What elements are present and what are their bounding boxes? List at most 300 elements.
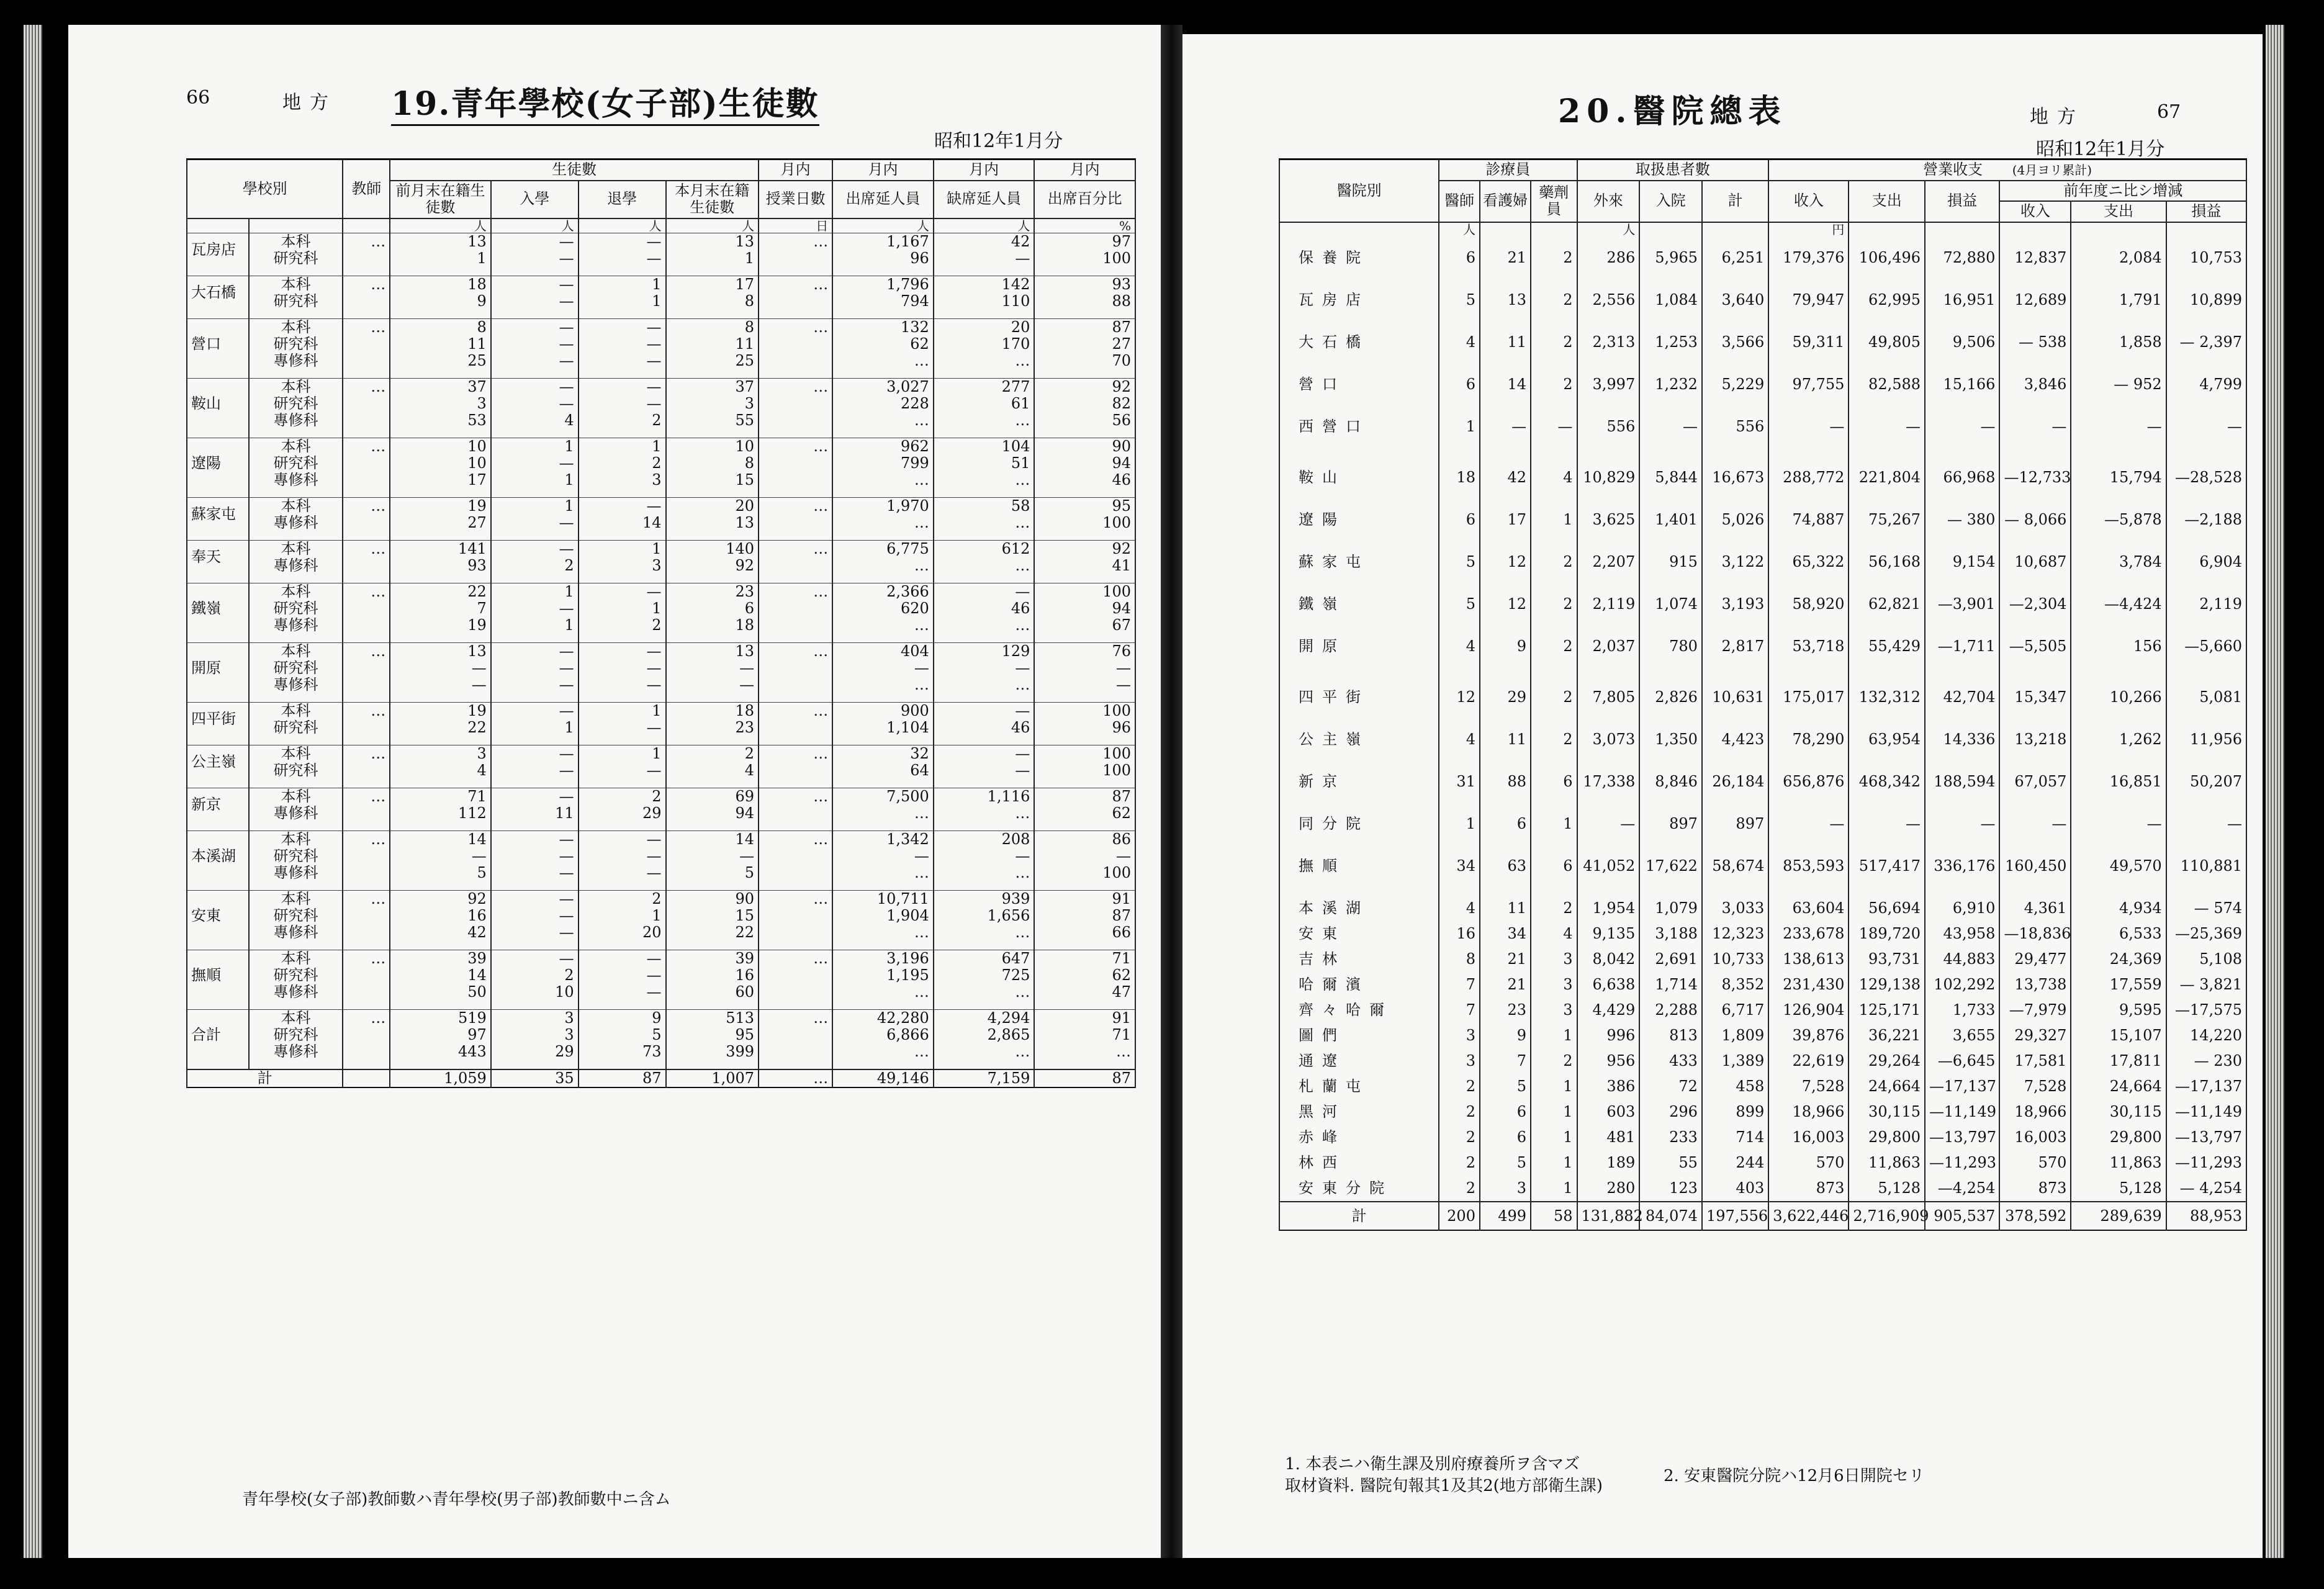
cell-admit: 1 bbox=[491, 472, 579, 488]
spacer-cell bbox=[832, 310, 934, 319]
cell-income: 79,947 bbox=[1768, 279, 1849, 321]
hospital-name: 圖們 bbox=[1279, 1023, 1439, 1048]
cell-in: 2,826 bbox=[1639, 676, 1702, 718]
spacer-cell bbox=[832, 822, 934, 831]
cell-cp: 4,799 bbox=[2166, 363, 2246, 405]
spacer-cell bbox=[934, 881, 1035, 891]
cell-prev: 13 bbox=[390, 233, 491, 250]
cell-days bbox=[759, 677, 832, 693]
spacer-cell bbox=[187, 531, 249, 541]
cell-pharm: 3 bbox=[1531, 947, 1577, 972]
course-type: 本科 bbox=[249, 438, 343, 455]
spacer-cell bbox=[759, 822, 832, 831]
spacer-cell bbox=[249, 941, 343, 950]
table-row bbox=[1279, 845, 2246, 887]
unit-cell bbox=[2166, 222, 2246, 236]
cell-expense: 189,720 bbox=[1849, 921, 1925, 947]
spacer-cell bbox=[832, 267, 934, 276]
cell-attend: … bbox=[832, 557, 934, 574]
course-type: 研究科 bbox=[249, 1027, 343, 1043]
unit-cell: 人 bbox=[579, 218, 666, 233]
cell-curr: 513 bbox=[666, 1009, 759, 1027]
header-staff: 診療員 bbox=[1439, 160, 1577, 181]
header-sum: 計 bbox=[1702, 181, 1768, 222]
cell-doctor: 6 bbox=[1439, 363, 1480, 405]
header-expense: 支出 bbox=[1849, 181, 1925, 222]
cell-ci: — 538 bbox=[1999, 321, 2071, 363]
cell-ci: 15,347 bbox=[1999, 676, 2071, 718]
spacer-cell bbox=[759, 779, 832, 788]
cell-teachers bbox=[343, 557, 390, 574]
cell-income: — bbox=[1768, 803, 1849, 845]
header-hospital: 醫院別 bbox=[1279, 160, 1439, 222]
cell-absent: 725 bbox=[934, 967, 1035, 984]
cell-income: 853,593 bbox=[1768, 845, 1849, 887]
cell-attend: — bbox=[832, 848, 934, 865]
cell-ci: 873 bbox=[1999, 1176, 2071, 1202]
table-row bbox=[187, 1043, 1135, 1060]
cell-sum: 16,673 bbox=[1702, 456, 1768, 498]
course-type: 專修科 bbox=[249, 515, 343, 531]
unit-cell bbox=[1279, 222, 1439, 236]
date-label: 昭和12年1月分 bbox=[2036, 138, 2165, 160]
cell-ci: 17,581 bbox=[1999, 1048, 2071, 1074]
cell-rate: 94 bbox=[1034, 455, 1135, 472]
cell-admit: 1 bbox=[491, 438, 579, 455]
cell-admit: — bbox=[491, 395, 579, 412]
cell-absent: — bbox=[934, 583, 1035, 600]
page-number: 66 bbox=[186, 87, 210, 109]
cell-days bbox=[759, 600, 832, 617]
spacer-cell bbox=[666, 369, 759, 379]
cell-rate: — bbox=[1034, 677, 1135, 693]
spacer-cell bbox=[343, 267, 390, 276]
cell-days bbox=[759, 762, 832, 779]
cell-attend: 900 bbox=[832, 702, 934, 719]
cell-attend: … bbox=[832, 617, 934, 634]
spacer-cell bbox=[934, 779, 1035, 788]
cell-admit: — bbox=[491, 865, 579, 881]
unit-cell: 人 bbox=[832, 218, 934, 233]
header-school: 學校別 bbox=[187, 160, 343, 218]
cell-out: 17,338 bbox=[1577, 760, 1640, 803]
spacer-cell bbox=[1034, 634, 1135, 643]
cell-rate: 87 bbox=[1034, 907, 1135, 924]
spacer-cell bbox=[759, 574, 832, 583]
table-row bbox=[1279, 625, 2246, 667]
cell-teachers: … bbox=[343, 318, 390, 336]
cell-withdraw: 2 bbox=[579, 455, 666, 472]
cell-curr: 10 bbox=[666, 438, 759, 455]
course-type: 研究科 bbox=[249, 907, 343, 924]
spacer-cell bbox=[1531, 667, 1577, 676]
cell-teachers bbox=[343, 984, 390, 1001]
cell-absent: … bbox=[934, 412, 1035, 429]
cell-attend: 620 bbox=[832, 600, 934, 617]
cell-cp: 10,753 bbox=[2166, 236, 2246, 279]
cell-teachers: … bbox=[343, 642, 390, 660]
table-row bbox=[1279, 541, 2246, 583]
table-row bbox=[187, 924, 1135, 941]
cell-doctor: 1 bbox=[1439, 803, 1480, 845]
spacer-cell bbox=[1702, 667, 1768, 676]
spacer-cell bbox=[1034, 429, 1135, 438]
cell-teachers: … bbox=[343, 540, 390, 557]
cell-income: 78,290 bbox=[1768, 718, 1849, 760]
cell-attend: … bbox=[832, 515, 934, 531]
header-nurse: 看護婦 bbox=[1480, 181, 1531, 222]
total-prev: 1,059 bbox=[390, 1069, 491, 1087]
spacer-cell bbox=[187, 822, 249, 831]
cell-expense: 5,128 bbox=[1849, 1176, 1925, 1202]
cell-doctor: 4 bbox=[1439, 321, 1480, 363]
cell-expense: 82,588 bbox=[1849, 363, 1925, 405]
total-out: 131,882 bbox=[1577, 1202, 1640, 1230]
cell-cp: 11,956 bbox=[2166, 718, 2246, 760]
cell-teachers bbox=[343, 250, 390, 267]
cell-sum: 556 bbox=[1702, 405, 1768, 448]
table-row bbox=[1279, 997, 2246, 1023]
cell-ce: 16,851 bbox=[2071, 760, 2166, 803]
cell-absent: 42 bbox=[934, 233, 1035, 250]
cell-pharm: 1 bbox=[1531, 1150, 1577, 1176]
cell-ci: 13,218 bbox=[1999, 718, 2071, 760]
cell-teachers: … bbox=[343, 583, 390, 600]
cell-profit: 43,958 bbox=[1925, 921, 1999, 947]
header-monthly: 月内 bbox=[1034, 160, 1135, 181]
cell-expense: 93,731 bbox=[1849, 947, 1925, 972]
spacer-cell bbox=[1480, 887, 1531, 896]
spacer-cell bbox=[934, 693, 1035, 703]
cell-prev: 19 bbox=[390, 497, 491, 515]
spacer-cell bbox=[1034, 488, 1135, 498]
cell-curr: 3 bbox=[666, 395, 759, 412]
cell-doctor: 6 bbox=[1439, 498, 1480, 541]
header-outpatient: 外來 bbox=[1577, 181, 1640, 222]
cell-doctor: 2 bbox=[1439, 1150, 1480, 1176]
spacer-row bbox=[187, 267, 1135, 276]
cell-admit: — bbox=[491, 890, 579, 907]
spacer-cell bbox=[1999, 448, 2071, 456]
cell-out: 6,638 bbox=[1577, 972, 1640, 997]
cell-teachers: … bbox=[343, 233, 390, 250]
spacer-cell bbox=[934, 267, 1035, 276]
cell-profit: — bbox=[1925, 405, 1999, 448]
cell-ce: 5,128 bbox=[2071, 1176, 2166, 1202]
cell-days: … bbox=[759, 318, 832, 336]
cell-ce: 1,791 bbox=[2071, 279, 2166, 321]
cell-prev: 3 bbox=[390, 745, 491, 762]
course-type: 專修科 bbox=[249, 805, 343, 822]
cell-prev: 27 bbox=[390, 515, 491, 531]
cell-nurse: 6 bbox=[1480, 1125, 1531, 1150]
cell-prev: — bbox=[390, 848, 491, 865]
cell-attend: 3,027 bbox=[832, 378, 934, 395]
cell-expense: 29,800 bbox=[1849, 1125, 1925, 1150]
table-row bbox=[1279, 1074, 2246, 1099]
right-page bbox=[1182, 34, 2263, 1558]
spacer-cell bbox=[759, 881, 832, 891]
cell-absent: — bbox=[934, 660, 1035, 677]
cell-in: 55 bbox=[1639, 1150, 1702, 1176]
spacer-cell bbox=[1925, 887, 1999, 896]
cell-profit: 15,166 bbox=[1925, 363, 1999, 405]
spacer-cell bbox=[187, 267, 249, 276]
cell-curr: 8 bbox=[666, 318, 759, 336]
cell-teachers bbox=[343, 600, 390, 617]
spacer-cell bbox=[1702, 448, 1768, 456]
spacer-cell bbox=[1577, 667, 1640, 676]
cell-nurse: 6 bbox=[1480, 1099, 1531, 1125]
cell-admit: — bbox=[491, 455, 579, 472]
spacer-cell bbox=[249, 822, 343, 831]
spacer-cell bbox=[832, 429, 934, 438]
spacer-cell bbox=[666, 736, 759, 745]
spacer-cell bbox=[832, 1060, 934, 1069]
cell-admit: 10 bbox=[491, 984, 579, 1001]
spacer-cell bbox=[1768, 448, 1849, 456]
cell-teachers: … bbox=[343, 788, 390, 805]
cell-days bbox=[759, 412, 832, 429]
header-attend-rate: 出席百分比 bbox=[1034, 181, 1135, 218]
cell-profit: — bbox=[1925, 803, 1999, 845]
cell-ce: 30,115 bbox=[2071, 1099, 2166, 1125]
cell-withdraw: — bbox=[579, 395, 666, 412]
cell-prev: 19 bbox=[390, 702, 491, 719]
spacer-cell bbox=[1439, 448, 1480, 456]
cell-attend: 2,366 bbox=[832, 583, 934, 600]
cell-rate: 100 bbox=[1034, 702, 1135, 719]
spacer-cell bbox=[390, 1060, 491, 1069]
cell-ci: 16,003 bbox=[1999, 1125, 2071, 1150]
cell-days bbox=[759, 455, 832, 472]
cell-rate: 62 bbox=[1034, 967, 1135, 984]
cell-days: … bbox=[759, 831, 832, 848]
table-row bbox=[187, 865, 1135, 881]
cell-ce: 11,863 bbox=[2071, 1150, 2166, 1176]
cell-withdraw: — bbox=[579, 642, 666, 660]
cell-attend: 228 bbox=[832, 395, 934, 412]
cell-teachers bbox=[343, 455, 390, 472]
cell-rate: 97 bbox=[1034, 233, 1135, 250]
table-row bbox=[187, 600, 1135, 617]
cell-withdraw: 29 bbox=[579, 805, 666, 822]
course-type: 研究科 bbox=[249, 967, 343, 984]
cell-attend: 1,904 bbox=[832, 907, 934, 924]
cell-prev: — bbox=[390, 660, 491, 677]
cell-nurse: 21 bbox=[1480, 972, 1531, 997]
cell-teachers bbox=[343, 660, 390, 677]
cell-absent: 612 bbox=[934, 540, 1035, 557]
cell-doctor: 6 bbox=[1439, 236, 1480, 279]
cell-expense: — bbox=[1849, 405, 1925, 448]
cell-in: 1,714 bbox=[1639, 972, 1702, 997]
course-type: 專修科 bbox=[249, 677, 343, 693]
cell-absent: 20 bbox=[934, 318, 1035, 336]
cell-teachers: … bbox=[343, 438, 390, 455]
cell-ci: — bbox=[1999, 405, 2071, 448]
cell-expense: 11,863 bbox=[1849, 1150, 1925, 1176]
cell-profit: 44,883 bbox=[1925, 947, 1999, 972]
cell-sum: 5,026 bbox=[1702, 498, 1768, 541]
spacer-cell bbox=[390, 429, 491, 438]
cell-rate: 95 bbox=[1034, 497, 1135, 515]
spacer-cell bbox=[1034, 267, 1135, 276]
cell-curr: 18 bbox=[666, 702, 759, 719]
spacer-cell bbox=[491, 531, 579, 541]
cell-rate: 56 bbox=[1034, 412, 1135, 429]
cell-nurse: 6 bbox=[1480, 803, 1531, 845]
cell-profit: 9,506 bbox=[1925, 321, 1999, 363]
hospital-name: 西營口 bbox=[1279, 405, 1439, 448]
spacer-cell bbox=[187, 1060, 249, 1069]
spacer-cell bbox=[491, 1060, 579, 1069]
cell-absent: … bbox=[934, 677, 1035, 693]
spacer-cell bbox=[491, 310, 579, 319]
spacer-row bbox=[187, 736, 1135, 745]
cell-curr: 60 bbox=[666, 984, 759, 1001]
cell-absent: 1,656 bbox=[934, 907, 1035, 924]
cell-teachers bbox=[343, 762, 390, 779]
cell-admit: — bbox=[491, 293, 579, 310]
cell-rate: 71 bbox=[1034, 950, 1135, 967]
cell-sum: 5,229 bbox=[1702, 363, 1768, 405]
cell-attend: … bbox=[832, 1043, 934, 1060]
cell-sum: 10,631 bbox=[1702, 676, 1768, 718]
course-type: 研究科 bbox=[249, 762, 343, 779]
cell-teachers bbox=[343, 1043, 390, 1060]
spacer-cell bbox=[1849, 448, 1925, 456]
cell-sum: 4,423 bbox=[1702, 718, 1768, 760]
course-type: 本科 bbox=[249, 1009, 343, 1027]
cell-income: 570 bbox=[1768, 1150, 1849, 1176]
header-pharm: 藥劑員 bbox=[1531, 181, 1577, 222]
cell-ce: 15,794 bbox=[2071, 456, 2166, 498]
spacer-cell bbox=[187, 488, 249, 498]
spacer-cell bbox=[579, 1001, 666, 1010]
cell-cp: — 574 bbox=[2166, 896, 2246, 921]
school-name: 營口 bbox=[187, 318, 249, 369]
cell-withdraw: — bbox=[579, 378, 666, 395]
unit-cell: 人 bbox=[666, 218, 759, 233]
cell-prev: 39 bbox=[390, 950, 491, 967]
cell-cp: —17,575 bbox=[2166, 997, 2246, 1023]
cell-ci: — bbox=[1999, 803, 2071, 845]
cell-admit: — bbox=[491, 907, 579, 924]
cell-rate: 46 bbox=[1034, 472, 1135, 488]
spacer-cell bbox=[249, 881, 343, 891]
cell-attend: 42,280 bbox=[832, 1009, 934, 1027]
cell-attend: 62 bbox=[832, 336, 934, 353]
spacer-cell bbox=[934, 941, 1035, 950]
cell-ce: 2,084 bbox=[2071, 236, 2166, 279]
cell-sum: 10,733 bbox=[1702, 947, 1768, 972]
spacer-cell bbox=[934, 531, 1035, 541]
spacer-cell bbox=[759, 267, 832, 276]
cell-admit: — bbox=[491, 600, 579, 617]
cell-profit: 9,154 bbox=[1925, 541, 1999, 583]
spacer-cell bbox=[832, 779, 934, 788]
course-type: 本科 bbox=[249, 890, 343, 907]
spacer-row bbox=[187, 429, 1135, 438]
cell-days: … bbox=[759, 890, 832, 907]
spacer-cell bbox=[832, 488, 934, 498]
cell-attend: … bbox=[832, 412, 934, 429]
cell-teachers: … bbox=[343, 378, 390, 395]
cell-pharm: — bbox=[1531, 405, 1577, 448]
cell-absent: 142 bbox=[934, 276, 1035, 293]
course-type: 專修科 bbox=[249, 617, 343, 634]
cell-ce: 6,533 bbox=[2071, 921, 2166, 947]
cell-in: 1,253 bbox=[1639, 321, 1702, 363]
cell-days bbox=[759, 293, 832, 310]
cell-pharm: 2 bbox=[1531, 541, 1577, 583]
spacer-cell bbox=[579, 488, 666, 498]
spacer-cell bbox=[187, 429, 249, 438]
cell-rate: 100 bbox=[1034, 583, 1135, 600]
cell-attend: 10,711 bbox=[832, 890, 934, 907]
cell-curr: 23 bbox=[666, 583, 759, 600]
cell-teachers bbox=[343, 472, 390, 488]
spacer-cell bbox=[1702, 887, 1768, 896]
cell-nurse: 5 bbox=[1480, 1150, 1531, 1176]
spacer-cell bbox=[666, 693, 759, 703]
cell-income: 18,966 bbox=[1768, 1099, 1849, 1125]
cell-sum: 1,389 bbox=[1702, 1048, 1768, 1074]
cell-withdraw: — bbox=[579, 848, 666, 865]
table-row bbox=[187, 1027, 1135, 1043]
spacer-cell bbox=[579, 574, 666, 583]
hospital-name: 新京 bbox=[1279, 760, 1439, 803]
cell-rate: 92 bbox=[1034, 540, 1135, 557]
total-withdraw: 87 bbox=[579, 1069, 666, 1087]
cell-curr: 17 bbox=[666, 276, 759, 293]
spacer-cell bbox=[579, 779, 666, 788]
spacer-cell bbox=[249, 574, 343, 583]
spacer-cell bbox=[343, 693, 390, 703]
spacer-cell bbox=[491, 881, 579, 891]
cell-rate: 86 bbox=[1034, 831, 1135, 848]
cell-prev: 71 bbox=[390, 788, 491, 805]
header-finance bbox=[1768, 160, 2246, 181]
spacer-cell bbox=[934, 736, 1035, 745]
cell-expense: 30,115 bbox=[1849, 1099, 1925, 1125]
cell-curr: 22 bbox=[666, 924, 759, 941]
cell-doctor: 3 bbox=[1439, 1023, 1480, 1048]
cell-rate: 91 bbox=[1034, 890, 1135, 907]
cell-admit: — bbox=[491, 642, 579, 660]
cell-cp: 2,119 bbox=[2166, 583, 2246, 625]
cell-income: 873 bbox=[1768, 1176, 1849, 1202]
table-row bbox=[187, 378, 1135, 395]
cell-prev: 14 bbox=[390, 831, 491, 848]
cell-days: … bbox=[759, 378, 832, 395]
total-admit: 35 bbox=[491, 1069, 579, 1087]
cell-ce: 156 bbox=[2071, 625, 2166, 667]
hospital-table bbox=[1279, 158, 2247, 1231]
cell-prev: 16 bbox=[390, 907, 491, 924]
cell-curr: 13 bbox=[666, 233, 759, 250]
table-row bbox=[187, 395, 1135, 412]
cell-out: 386 bbox=[1577, 1074, 1640, 1099]
unit-cell: 人 bbox=[491, 218, 579, 233]
cell-admit: 29 bbox=[491, 1043, 579, 1060]
cell-days bbox=[759, 805, 832, 822]
cell-withdraw: 2 bbox=[579, 617, 666, 634]
cell-rate: 94 bbox=[1034, 600, 1135, 617]
total-label: 計 bbox=[1279, 1202, 1439, 1230]
spacer-cell bbox=[1034, 941, 1135, 950]
